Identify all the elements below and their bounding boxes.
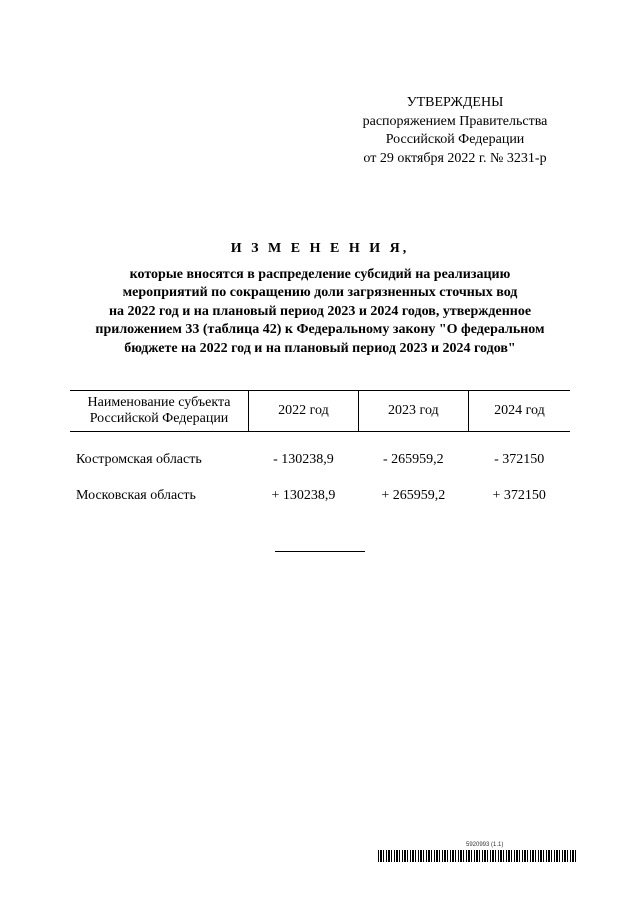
approval-line: от 29 октября 2022 г. № 3231-р [363, 150, 547, 166]
header-2024: 2024 год [468, 391, 570, 432]
cell-region: Московская область [76, 488, 196, 503]
subsidy-table [70, 390, 570, 514]
approval-stamp [330, 94, 580, 168]
cell-region: Костромская область [76, 452, 202, 467]
barcode-icon [378, 850, 578, 862]
approval-line: Российской Федерации [385, 132, 525, 148]
end-separator [275, 551, 365, 552]
cell-2024: + 372150 [492, 488, 546, 503]
cell-2023: - 265959,2 [383, 452, 444, 467]
approval-line: УТВЕРЖДЕНЫ [406, 95, 504, 110]
subtitle-line: на 2022 год и на плановый период 2023 и 2024 годов, утвержденное [108, 303, 532, 319]
cell-2022: + 130238,9 [271, 488, 336, 503]
cell-2022: - 130238,9 [273, 452, 334, 467]
barcode-label: 5920993 (1.1) [466, 842, 504, 848]
header-region: Наименование субъекта Российской Федерации [70, 391, 249, 432]
table-row [70, 478, 570, 514]
table-header-row [70, 391, 570, 432]
header-2023: 2023 год [358, 391, 468, 432]
title-heading: И З М Е Н Е Н И Я, [230, 241, 410, 256]
subtitle-line: приложением 33 (таблица 42) к Федеральному закону "О федеральном [95, 322, 545, 338]
approval-line: распоряжением Правительства [362, 113, 548, 129]
cell-2024: - 372150 [494, 452, 545, 467]
subtitle-line: бюджете на 2022 год и на плановый период 2023 и 2024 годов" [124, 340, 516, 356]
cell-2023: + 265959,2 [381, 488, 446, 503]
title-subtitle [60, 266, 580, 359]
document-title [60, 240, 580, 359]
subtitle-line: которые вносятся в распределение субсидий на реализацию [129, 266, 511, 282]
table-row [70, 432, 570, 479]
header-2022: 2022 год [249, 391, 359, 432]
subtitle-line: мероприятий по сокращению доли загрязненных сточных вод [122, 285, 518, 301]
